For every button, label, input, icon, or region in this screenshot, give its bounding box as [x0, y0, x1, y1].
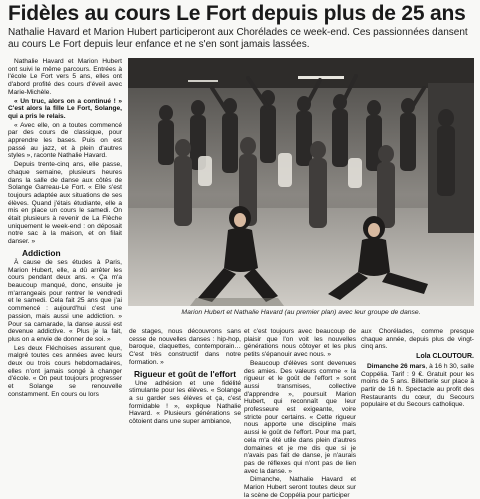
photo-caption: Marion Hubert et Nathalie Havard (au premier plan) avec leur groupe de danse.	[181, 309, 421, 316]
paragraph: Dimanche, Nathalie Havard et Marion Hubert seront toutes deux sur la scène de Coppélia pour participer	[244, 476, 356, 499]
dance-group-photo	[128, 58, 474, 306]
event-date: Dimanche 26 mars	[367, 362, 426, 370]
paragraph: aux Chorélades, comme presque chaque année, depuis plus de vingt-cinq ans.	[361, 328, 474, 351]
event-details: , à 16 h 30, salle Coppélia. Tarif : 9 €. Gratuit pour les moins de 5 ans. Billetterie sur place à partir de 16 h. Spectacle au profit des Restaurants du cœur, du Secours populaire et du Secours catholique.	[361, 362, 474, 409]
subheading-rigueur: Rigueur et goût de l'effort	[133, 368, 237, 379]
article-column-2	[129, 328, 241, 436]
subheading-addiction: Addiction	[22, 247, 61, 258]
paragraph: de stages, nous découvrons sans cesse de nouvelles danses : hip-hop, baroque, claquettes, contemporain… C'est très constructif dans notre formation. »	[129, 328, 241, 366]
article-column-3	[244, 328, 356, 499]
paragraph: et c'est toujours avec beaucoup de plaisir que l'on voit les nouvelles générations nous côtoyer et les plus petits s'épanouir avec nous. »	[244, 328, 356, 359]
paragraph: Nathalie Havard et Marion Hubert ont suivi le même parcours. Entrées à l'école Le Fort vers 5 ans, elles ont d'abord profité des cours d'éveil avec Marie-Michèle.	[8, 58, 122, 96]
paragraph: Une adhésion et une fidélité stimulante pour les élèves. « Solange a su garder ses élèves et ça, c'est formidable ! », explique Nathalie Havard. « Plusieurs générations se côtoient dans une super ambiance,	[129, 379, 241, 426]
lead-paragraph: Nathalie Havard et Marion Hubert participeront aux Chorélades ce week-end. Ces passionnées dansent au cours Le Fort depuis leur enfance et ne s'en sont jamais lassées.	[8, 27, 468, 50]
paragraph: Depuis trente-cinq ans, elle passe, chaque semaine, plusieurs heures dans la salle de danse aux côtés de Solange Garreau-Le Fort. « Elle s'est toujours adaptée aux situations de ses élèves. Quand j'étais étudiante, elle a mis en place un cours le samedi. On était plusieurs à revenir de La Flèche uniquement le week-end : on déposait notre sac à la maison, et on filait danser. »	[8, 161, 122, 246]
paragraph: Les deux Fléchoises assurent que, malgré toutes ces années avec leurs deux ou trois cours hebdomadaires, elles n'ont jamais songé à changer d'école. « On peut toujours progresser et Solange se renouvelle constamment. En cours ou lors	[8, 344, 122, 398]
headline: Fidèles au cours Le Fort depuis plus de 25 ans	[8, 2, 466, 25]
paragraph: À cause de ses études à Paris, Marion Hubert, elle, a dû arrêter les cours pendant deux ans. « Ça m'a beaucoup manqué, donc, ensuite je m'arrangeais pour rentrer le vendredi et le samedi. Cela fait 25 ans que j'ai commencé : aujourd'hui c'est une passion, mais aussi une addiction. » Pour sa camarade, la danse aussi est devenue addictive. « Plus je la fait, plus on a envie de donner de soi. »	[8, 258, 122, 343]
article-column-4	[361, 328, 474, 436]
author-signature: Lola CLOUTOUR.	[416, 353, 474, 361]
article-column-1	[8, 58, 122, 436]
paragraph: « Avec elle, on a toutes commencé par des cours de classique, pour apprendre les bases. Puis on est passé au jazz, et à plein d'autres styles », raconte Nathalie Havard.	[8, 121, 122, 160]
paragraph: Beaucoup d'élèves sont devenues des amies. Des valeurs comme « la rigueur et le goût de l'effort » sont aussi transmises, collective d'apprendre », poursuit Marion Hubert, qui reconnaît que leur professeure est exigeante, voire stricte pour certains. « Cette rigueur nous apporte une discipline mais aussi le goût de l'effort. Pour ma part, cela m'a été utile dans plein d'autres domaines et je me dis que si je n'avais pas fait de danse, je n'aurais pas de réflexes qui n'ont pas de lien avec la danse. »	[244, 359, 356, 475]
event-info	[361, 363, 474, 409]
paragraph: « Un truc, alors on a continué ! » C'est alors la fille Le Fort, Solange, qui a pris le relais.	[8, 97, 122, 120]
